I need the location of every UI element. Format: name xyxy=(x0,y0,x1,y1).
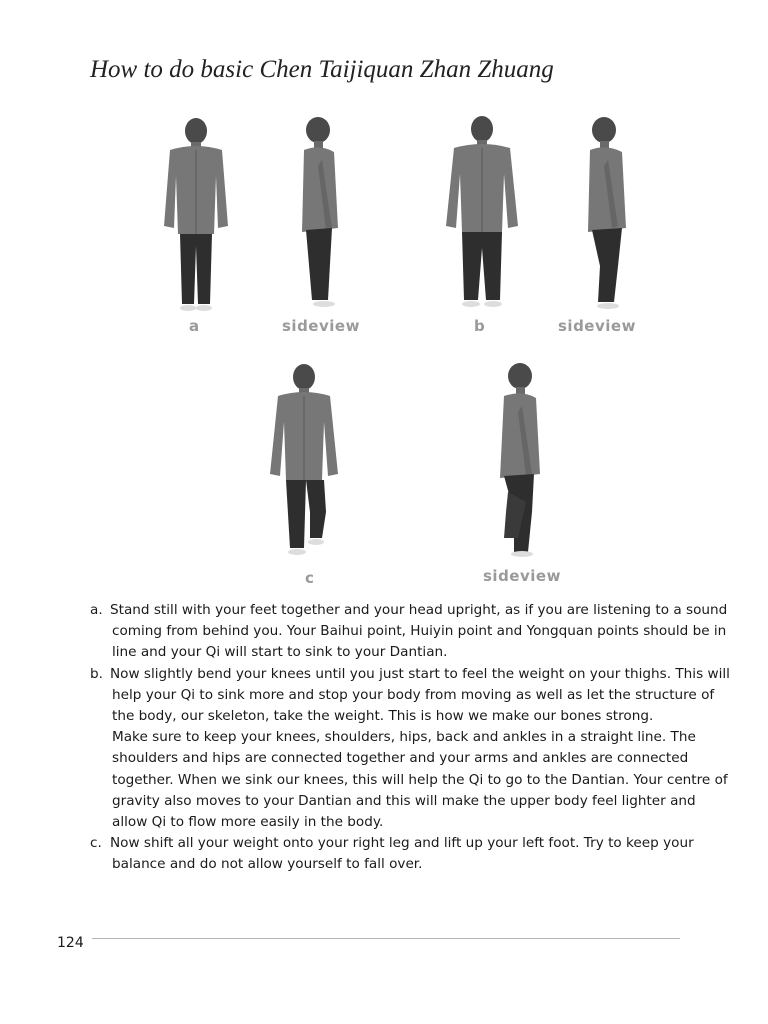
instruction-marker: b. xyxy=(90,665,103,682)
figure-c-sideview xyxy=(490,362,556,560)
instruction-text: Stand still with your feet together and your head upright, as if you are listening to a sound coming from behind you. Your Baihui point, Huiyin point and Yongquan points should be in line and your Qi will start to sink to your Dantian. xyxy=(110,602,728,661)
instruction-a xyxy=(90,600,730,664)
instruction-text: Make sure to keep your knees, shoulders, hips, back and ankles in a straight line. The shoulders and hips are connected together and your arms and ankles are connected together. When we sink our knees, this will help the Qi to go to the Dantian. Your centre of gravity also moves to your Dantian and this will make the upper body feel lighter and allow Qi to flow more easily in the body. xyxy=(112,729,728,831)
caption-b: b xyxy=(474,317,486,335)
caption-c: c xyxy=(305,569,315,587)
person-front-one-leg-icon xyxy=(266,362,344,562)
person-side-one-leg-icon xyxy=(490,362,556,560)
caption-b-sideview: sideview xyxy=(558,317,636,335)
caption-a: a xyxy=(189,317,200,335)
person-side-standing-icon xyxy=(292,116,348,314)
figure-c-front-view xyxy=(266,362,344,562)
instruction-text: Now slightly bend your knees until you just start to feel the weight on your thighs. This will help your Qi to sink more and stop your body from moving as well as let the structure of the body, our skeleton, take the weight. This is how we make our bones strong. xyxy=(110,665,730,725)
person-front-standing-icon xyxy=(158,116,234,316)
instruction-marker: a. xyxy=(90,602,103,618)
figure-b-sideview xyxy=(578,116,636,314)
page-title: How to do basic Chen Taijiquan Zhan Zhuang xyxy=(90,56,554,83)
person-side-knees-bent-icon xyxy=(578,116,636,314)
caption-c-sideview: sideview xyxy=(483,567,561,585)
instruction-c xyxy=(90,833,730,875)
instructions xyxy=(90,600,730,876)
footer-divider xyxy=(92,938,680,939)
figure-a-sideview xyxy=(292,116,348,314)
instruction-text: Now shift all your weight onto your right leg and lift up your left foot. Try to keep your balance and do not allow yourself to fall over. xyxy=(110,835,694,873)
instruction-marker: c. xyxy=(90,835,102,852)
caption-a-sideview: sideview xyxy=(282,317,360,335)
figure-a-front-view xyxy=(158,116,234,316)
instruction-b xyxy=(90,664,730,834)
figure-b-front-view xyxy=(440,114,524,314)
page-number: 124 xyxy=(57,935,84,951)
person-front-knees-bent-icon xyxy=(440,114,524,314)
